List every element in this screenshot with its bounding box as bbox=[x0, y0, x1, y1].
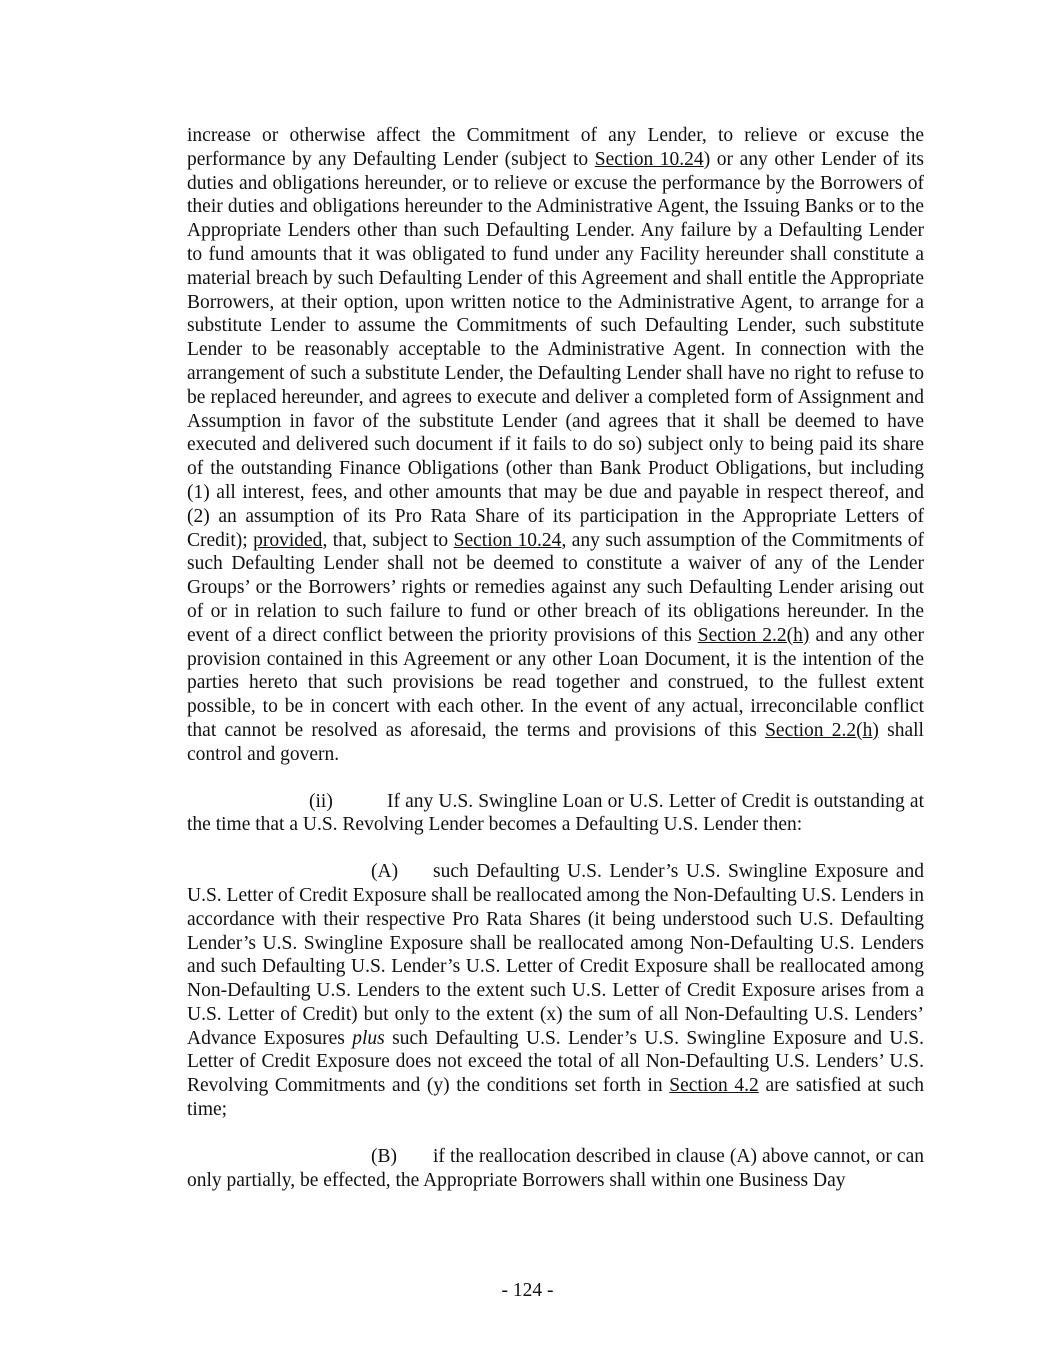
provided-term: provided bbox=[253, 529, 323, 551]
page-number: - 124 - bbox=[501, 1280, 554, 1301]
clause-text: If any U.S. Swingline Loan or U.S. Letter of Credit is outstanding at the time that a U.S. Revolving Lender becomes a Defaulting U.S. Lender then: bbox=[187, 790, 924, 836]
clause-label: (A) bbox=[371, 861, 399, 883]
text-run: increase or otherwise affect the Commitment of any Lender, to relieve or excuse the performance by any Defaulting Lender (subject to bbox=[187, 125, 924, 170]
clause-text: such Defaulting U.S. Lender’s U.S. Swingline Exposure and U.S. Letter of Credit Exposure shall be reallocated among the Non-Defaulting U.S. Lenders in accordance with their respective Pro Rata Shares (it being understood such U.S. Defaulting Lender’s U.S. Swingline Exposure shall be reallocated among Non-Defaulting U.S. Lenders and such Defaulting U.S. Lender’s U.S. Letter of Credit Exposure shall be reallocated among Non-Defaulting U.S. Lenders to the extent such U.S. Letter of Credit Exposure arises from a U.S. Letter of Credit) but only to the extent (x) the sum of all Non-Defaulting U.S. Lenders’ Advance Exposures bbox=[187, 861, 925, 1049]
paragraph-a bbox=[187, 860, 924, 1122]
text-run: , that, subject to bbox=[322, 529, 454, 551]
paragraph-ii bbox=[187, 790, 924, 838]
section-reference: Section 10.24 bbox=[453, 529, 562, 551]
section-reference: Section 2.2(h) bbox=[765, 719, 879, 741]
clause-text: such Defaulting U.S. Lender’s U.S. Swingline Exposure and U.S. Letter of Credit Exposure does not exceed the total of all Non-Defaulting U.S. Lenders’ U.S. Revolving Commitments and (y) the conditions set forth in bbox=[187, 1027, 925, 1097]
text-run: shall control and govern. bbox=[187, 719, 924, 765]
text-run: and any other provision contained in this Agreement or any other Loan Document, it is the intention of the parties hereto that such provisions be read together and construed, to the fullest extent possible, to be in concert with each other. In the event of any actual, irreconcilable conflict that cannot be resolved as aforesaid, the terms and provisions of this bbox=[187, 624, 924, 741]
paragraph-b bbox=[187, 1145, 924, 1193]
emphasis-plus: plus bbox=[352, 1027, 385, 1049]
section-reference: Section 10.24 bbox=[594, 148, 704, 170]
section-reference: Section 2.2(h) bbox=[697, 624, 810, 646]
clause-label: (B) bbox=[371, 1145, 397, 1167]
text-run: ) or any other Lender of its duties and obligations hereunder, or to relieve or excuse the performance by the Borrowers of their duties and obligations hereunder to the Administrative Agent, the Issuing Banks or to the Appropriate Lenders other than such Defaulting Lender. Any failure by a Defaulting Lender to fund amounts that it was obligated to fund under any Facility hereunder shall constitute a material breach by such Defaulting Lender of this Agreement and shall entitle the Appropriate Borrowers, at their option, upon written notice to the Administrative Agent, to arrange for a substitute Lender to assume the Commitments of such Defaulting Lender, such substitute Lender to be reasonably acceptable to the Administrative Agent. In connection with the arrangement of such a substitute Lender, the Defaulting Lender shall have no right to refuse to be replaced hereunder, and agrees to execute and deliver a completed form of Assignment and Assumption in favor of the substitute Lender (and agrees that it shall be deemed to have executed and delivered such document if it fails to do so) subject only to being paid its share of the outstanding Finance Obligations (other than Bank Product Obligations, but including (1) all interest, fees, and other amounts that may be due and payable in respect thereof, and (2) an assumption of its Pro Rata Share of its participation in the Appropriate Letters of Credit); bbox=[187, 148, 924, 551]
clause-label: (ii) bbox=[309, 790, 333, 812]
paragraph-defaulting-lender bbox=[187, 124, 924, 767]
clause-text: if the reallocation described in clause (A) above cannot, or can only partially, be effected, the Appropriate Borrowers shall within one Business Day bbox=[187, 1145, 924, 1191]
document-body bbox=[187, 124, 924, 1192]
text-run: , any such assumption of the Commitments of such Defaulting Lender shall not be deemed to constitute a waiver of any of the Lender Groups’ or the Borrowers’ rights or remedies against any such Defaulting Lender arising out of or in relation to such failure to fund or other breach of its obligations hereunder. In the event of a direct conflict between the priority provisions of this bbox=[187, 529, 924, 646]
clause-text: are satisfied at such time; bbox=[187, 1075, 924, 1121]
section-reference: Section 4.2 bbox=[669, 1075, 759, 1097]
